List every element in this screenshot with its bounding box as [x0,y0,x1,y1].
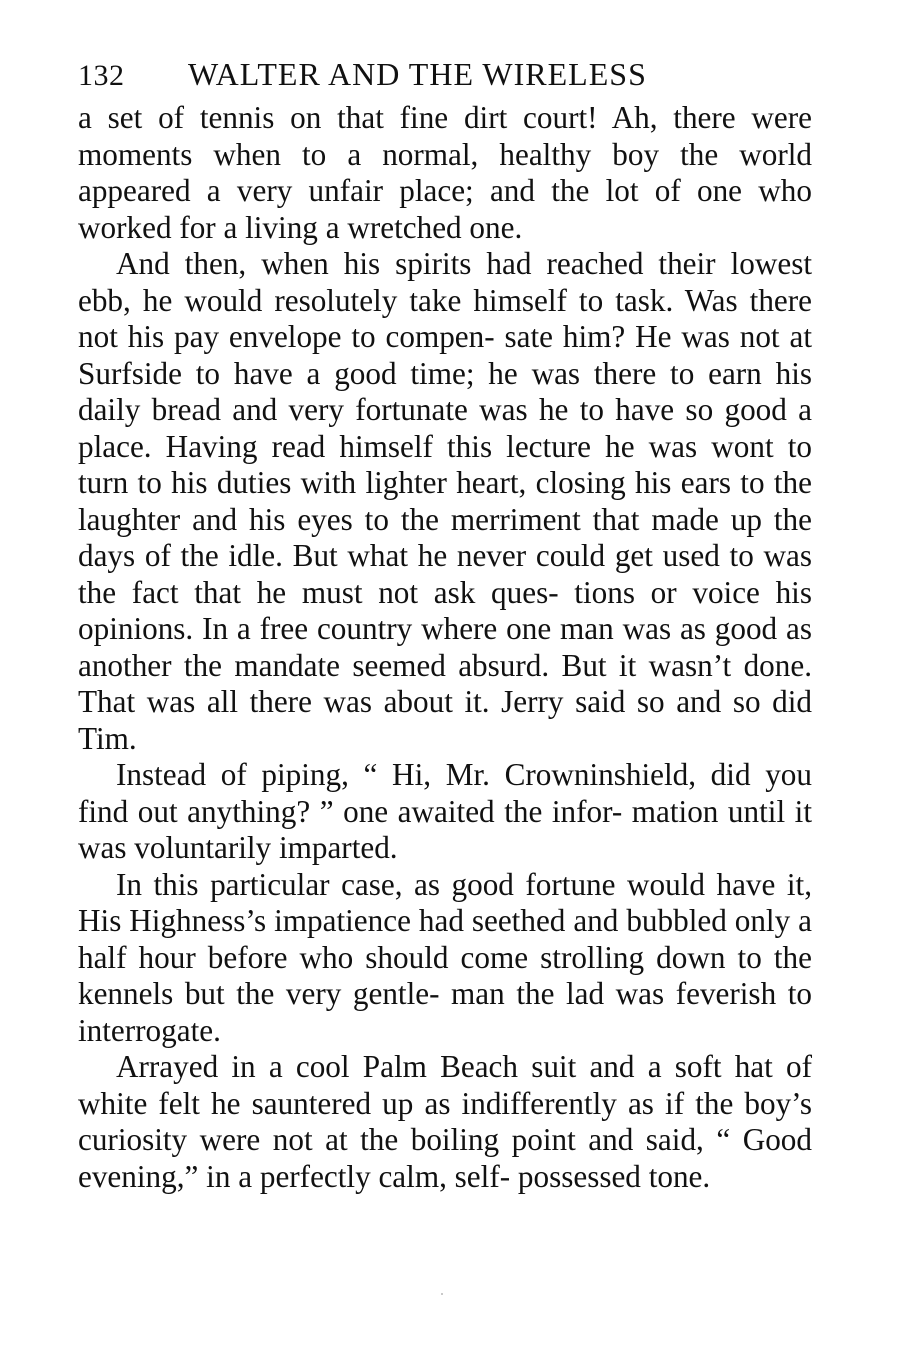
printing-mark [441,1293,443,1295]
page-header [78,56,812,100]
paragraph: And then, when his spirits had reached their lowest ebb, he would resolutely take himself to task. Was there not his pay envelope to compen- sate him? He was not at Surfside to have a good time; he was there to earn his daily bread and very fortunate was he to have so good a place. Having read himself this lecture he was wont to turn to his duties with lighter heart, closing his ears to the laughter and his eyes to the merriment that made up the days of the idle. But what he never could get used to was the fact that he must not ask ques- tions or voice his opinions. In a free country where one man was as good as another the mandate seemed absurd. But it wasn’t done. That was all there was about it. Jerry said so and so did Tim. [78,246,812,756]
paragraph: Arrayed in a cool Palm Beach suit and a soft hat of white felt he sauntered up as indifferently as if the boy’s curiosity were not at the boiling point and said, “ Good evening,” in a perfectly calm, self- possessed tone. [78,1049,812,1194]
paragraph: Instead of piping, “ Hi, Mr. Crowninshield, did you find out anything? ” one awaited the infor- mation until it was voluntarily imparted. [78,757,812,865]
paragraph: a set of tennis on that fine dirt court! Ah, there were moments when to a normal, healthy boy the world appeared a very unfair place; and the lot of one who worked for a living a wretched one. [78,100,812,245]
running-title: WALTER AND THE WIRELESS [188,56,647,92]
paragraph: In this particular case, as good fortune would have it, His Highness’s impatience had seethed and bubbled only a half hour before who should come strolling down to the kennels but the very gentle- man the lad was feverish to interrogate. [78,866,812,1048]
book-page [78,56,812,1195]
page-body [78,100,812,1195]
page-number: 132 [78,59,125,92]
